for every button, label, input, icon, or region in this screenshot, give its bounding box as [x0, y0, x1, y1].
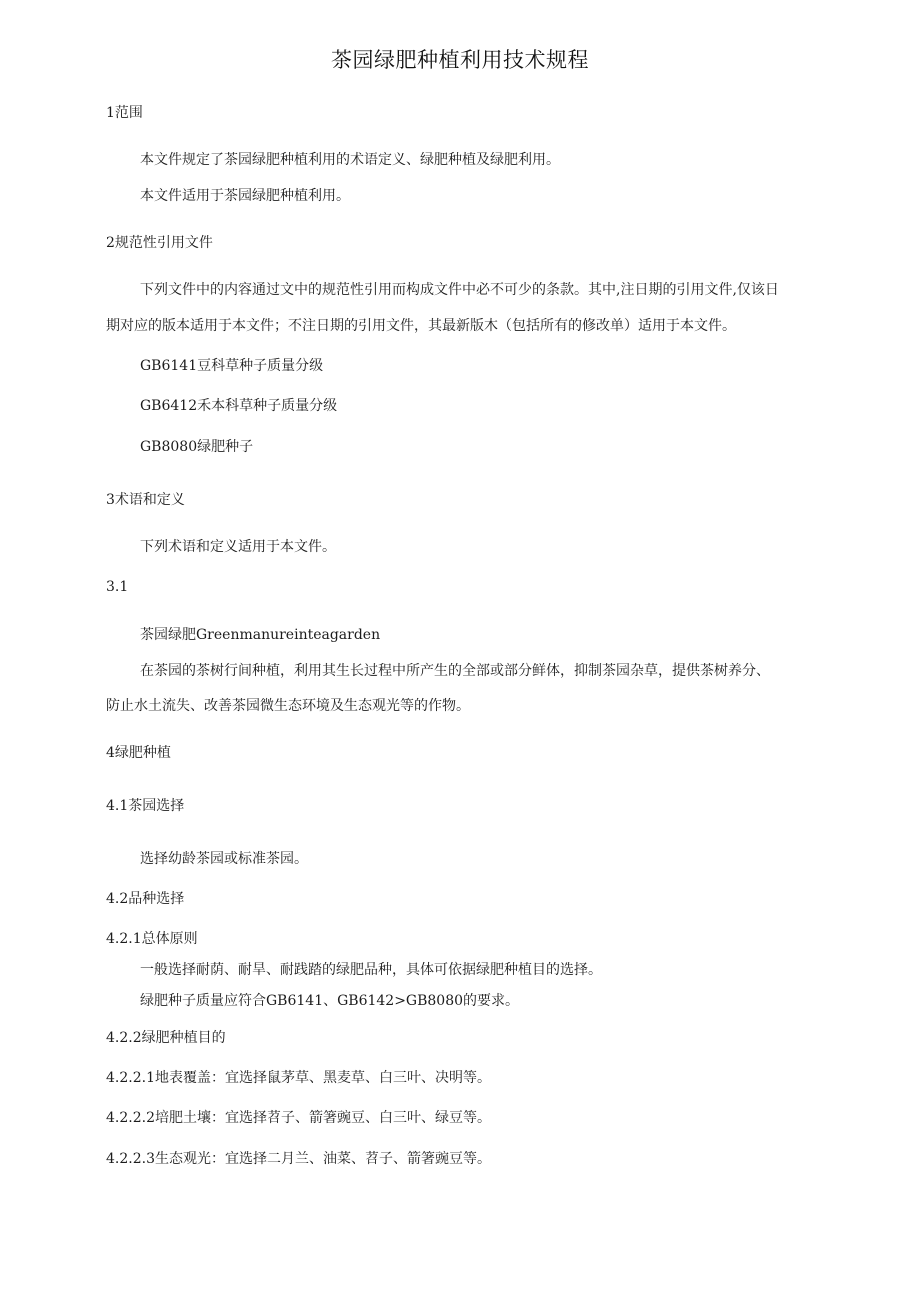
clause-heading: 4.2.1总体原则 — [106, 931, 198, 947]
paragraph: 选择幼龄茶园或标准茶园。 — [140, 851, 308, 867]
clause-item: 4.2.2.1地表覆盖：宜选择鼠茅草、黑麦草、白三叶、决明等。 — [106, 1070, 491, 1086]
paragraph-line: 期对应的版本适用于本文件；不注日期的引用文件，其最新版木（包括所有的修改单）适用于本文件。 — [106, 318, 736, 334]
reference-item: GB8080绿肥种子 — [140, 439, 254, 455]
paragraph: 绿肥种子质量应符合GB6141、GB6142>GB8080的要求。 — [140, 993, 520, 1009]
paragraph: 本文件规定了茶园绿肥种植利用的术语定义、绿肥种植及绿肥利用。 — [140, 152, 560, 168]
clause-number: 3.1 — [106, 579, 129, 595]
clause-item: 4.2.2.2培肥土壤：宜选择苕子、箭箸豌豆、白三叶、绿豆等。 — [106, 1110, 491, 1126]
section-heading-scope: 1范围 — [106, 105, 143, 121]
subsection-heading: 4.2品种选择 — [106, 891, 185, 907]
paragraph-line: 下列文件中的内容通过文中的规范性引用而构成文件中必不可少的条款。其中,注日期的引用文件,仅该日 — [140, 282, 779, 298]
section-heading-normative-references: 2规范性引用文件 — [106, 235, 213, 251]
term-entry: 茶园绿肥Greenmanureinteagarden — [140, 627, 381, 643]
paragraph: 本文件适用于茶园绿肥种植利用。 — [140, 188, 350, 204]
clause-item: 4.2.2.3生态观光：宜选择二月兰、油菜、苕子、箭箸豌豆等。 — [106, 1151, 491, 1167]
reference-item: GB6412禾本科草种子质量分级 — [140, 398, 338, 414]
clause-heading: 4.2.2绿肥种植目的 — [106, 1030, 226, 1046]
paragraph: 下列术语和定义适用于本文件。 — [140, 539, 336, 555]
reference-item: GB6141豆科草种子质量分级 — [140, 358, 324, 374]
subsection-heading: 4.1茶园选择 — [106, 798, 185, 814]
document-title: 茶园绿肥种植利用技术规程 — [331, 48, 589, 72]
paragraph-line: 防止水土流失、改善茶园微生态环境及生态观光等的作物。 — [106, 698, 470, 714]
section-heading-terms: 3术语和定义 — [106, 492, 185, 508]
paragraph: 一般选择耐荫、耐旱、耐践踏的绿肥品种，具体可依据绿肥种植目的选择。 — [140, 962, 602, 978]
paragraph-line: 在茶园的茶树行间种植，利用其生长过程中所产生的全部或部分鲜体，抑制茶园杂草，提供茶树养分、 — [140, 663, 770, 679]
section-heading-planting: 4绿肥种植 — [106, 745, 171, 761]
